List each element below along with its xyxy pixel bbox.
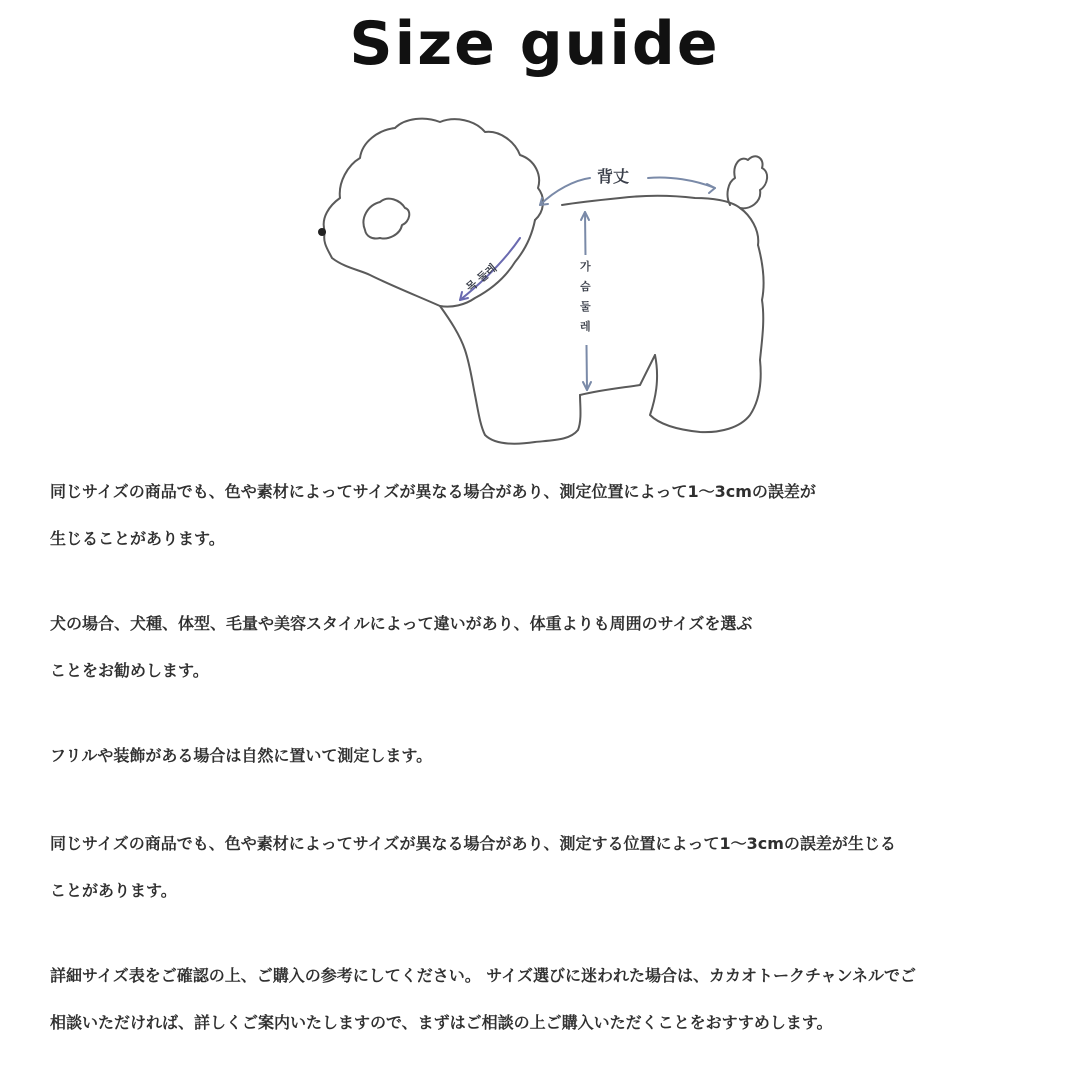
paragraph-line: 同じサイズの商品でも、色や素材によってサイズが異なる場合があり、測定する位置によって1〜3cmの誤差が生じる (50, 834, 896, 853)
paragraph-line: ことがあります。 (50, 881, 177, 900)
dog-nose (318, 228, 326, 236)
size-note-paragraph-5 (50, 964, 1060, 1035)
neck-circumference-label: 목 둘레 (463, 261, 500, 295)
size-note-paragraph-3 (50, 744, 1060, 768)
size-note-paragraph-1 (50, 480, 1060, 551)
size-note-paragraph-4 (50, 832, 1060, 903)
dog-tail-outline (728, 156, 768, 208)
size-note-paragraph-2 (50, 612, 1060, 683)
dog-head-outline (324, 119, 543, 232)
paragraph-line: 相談いただければ、詳しくご案内いたしますので、まずはご相談の上ご購入いただくことをおすすめします。 (50, 1013, 833, 1032)
dog-measurement-diagram (300, 110, 780, 455)
back-length-arrow (540, 178, 590, 205)
svg-text:슴: 슴 (580, 280, 591, 293)
svg-text:둘: 둘 (580, 300, 591, 313)
paragraph-line: 犬の場合、犬種、体型、毛量や美容スタイルによって違いがあり、体重よりも周囲のサイズを選ぶ (50, 614, 753, 633)
dog-face-outline (324, 232, 440, 306)
paragraph-line: フリルや装飾がある場合は自然に置いて測定します。 (50, 746, 433, 765)
svg-text:레: 레 (580, 320, 591, 333)
paragraph-line: 詳細サイズ表をご確認の上、ご購入の参考にしてください。 サイズ選びに迷われた場合は、カカオトークチャンネルでご (50, 966, 917, 985)
page-title: Size guide (349, 9, 720, 79)
svg-text:가: 가 (580, 260, 591, 273)
paragraph-line: 生じることがあります。 (50, 529, 225, 548)
paragraph-line: ことをお勧めします。 (50, 661, 209, 680)
dog-front-leg-outline (440, 306, 581, 444)
paragraph-line: 同じサイズの商品でも、色や素材によってサイズが異なる場合があり、測定位置によって1〜3cmの誤差が (50, 482, 816, 501)
back-length-label: 背丈 (597, 167, 630, 186)
dog-ear-outline (363, 199, 409, 239)
dog-belly-outline (580, 355, 655, 395)
chest-girth-label (577, 255, 595, 345)
dog-hind-leg-outline (650, 245, 764, 432)
